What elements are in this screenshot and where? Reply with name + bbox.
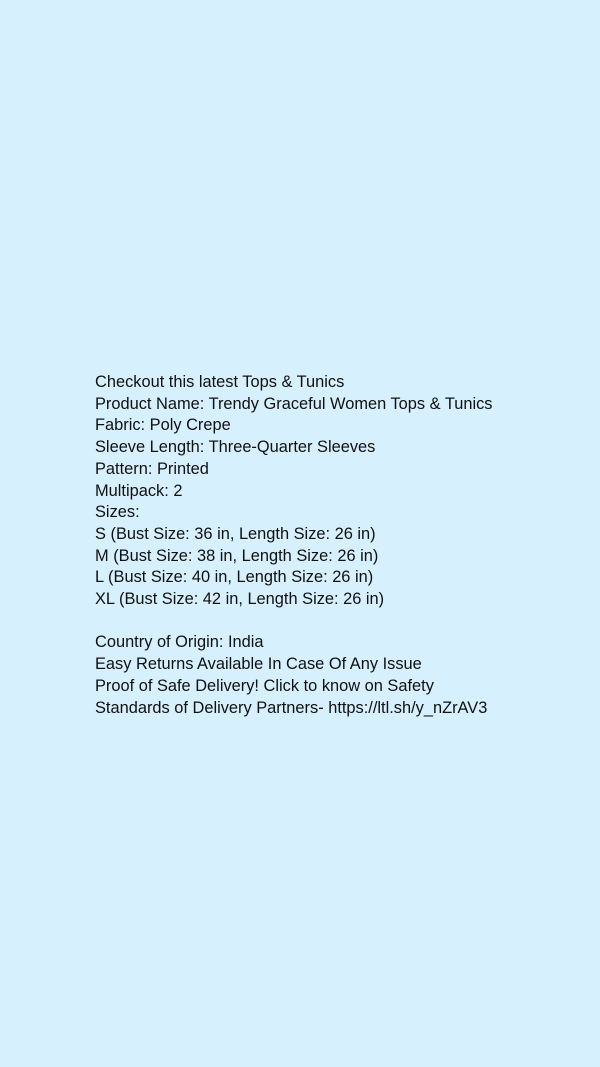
easy-returns-line: Easy Returns Available In Case Of Any Issue [95, 655, 422, 674]
product-name-line: Product Name: Trendy Graceful Women Tops & Tunics [95, 394, 493, 413]
size-m-line: M (Bust Size: 38 in, Length Size: 26 in) [95, 546, 379, 565]
size-xl-line: XL (Bust Size: 42 in, Length Size: 26 in) [95, 590, 385, 609]
size-s-line: S (Bust Size: 36 in, Length Size: 26 in) [95, 524, 376, 543]
blank-spacer-line [95, 611, 585, 633]
size-l-line: L (Bust Size: 40 in, Length Size: 26 in) [95, 568, 374, 587]
multipack-line: Multipack: 2 [95, 481, 183, 500]
intro-line: Checkout this latest Tops & Tunics [95, 373, 345, 391]
safe-delivery-line: Proof of Safe Delivery! Click to know on Safety [95, 676, 434, 695]
product-description [95, 372, 585, 719]
sizes-heading: Sizes: [95, 503, 140, 522]
pattern-line: Pattern: Printed [95, 459, 209, 478]
country-of-origin-line: Country of Origin: India [95, 633, 264, 652]
delivery-standards-link-line[interactable]: Standards of Delivery Partners- https://ltl.sh/y_nZrAV3 [95, 698, 488, 717]
sleeve-length-line: Sleeve Length: Three-Quarter Sleeves [95, 438, 376, 457]
fabric-line: Fabric: Poly Crepe [95, 416, 231, 435]
